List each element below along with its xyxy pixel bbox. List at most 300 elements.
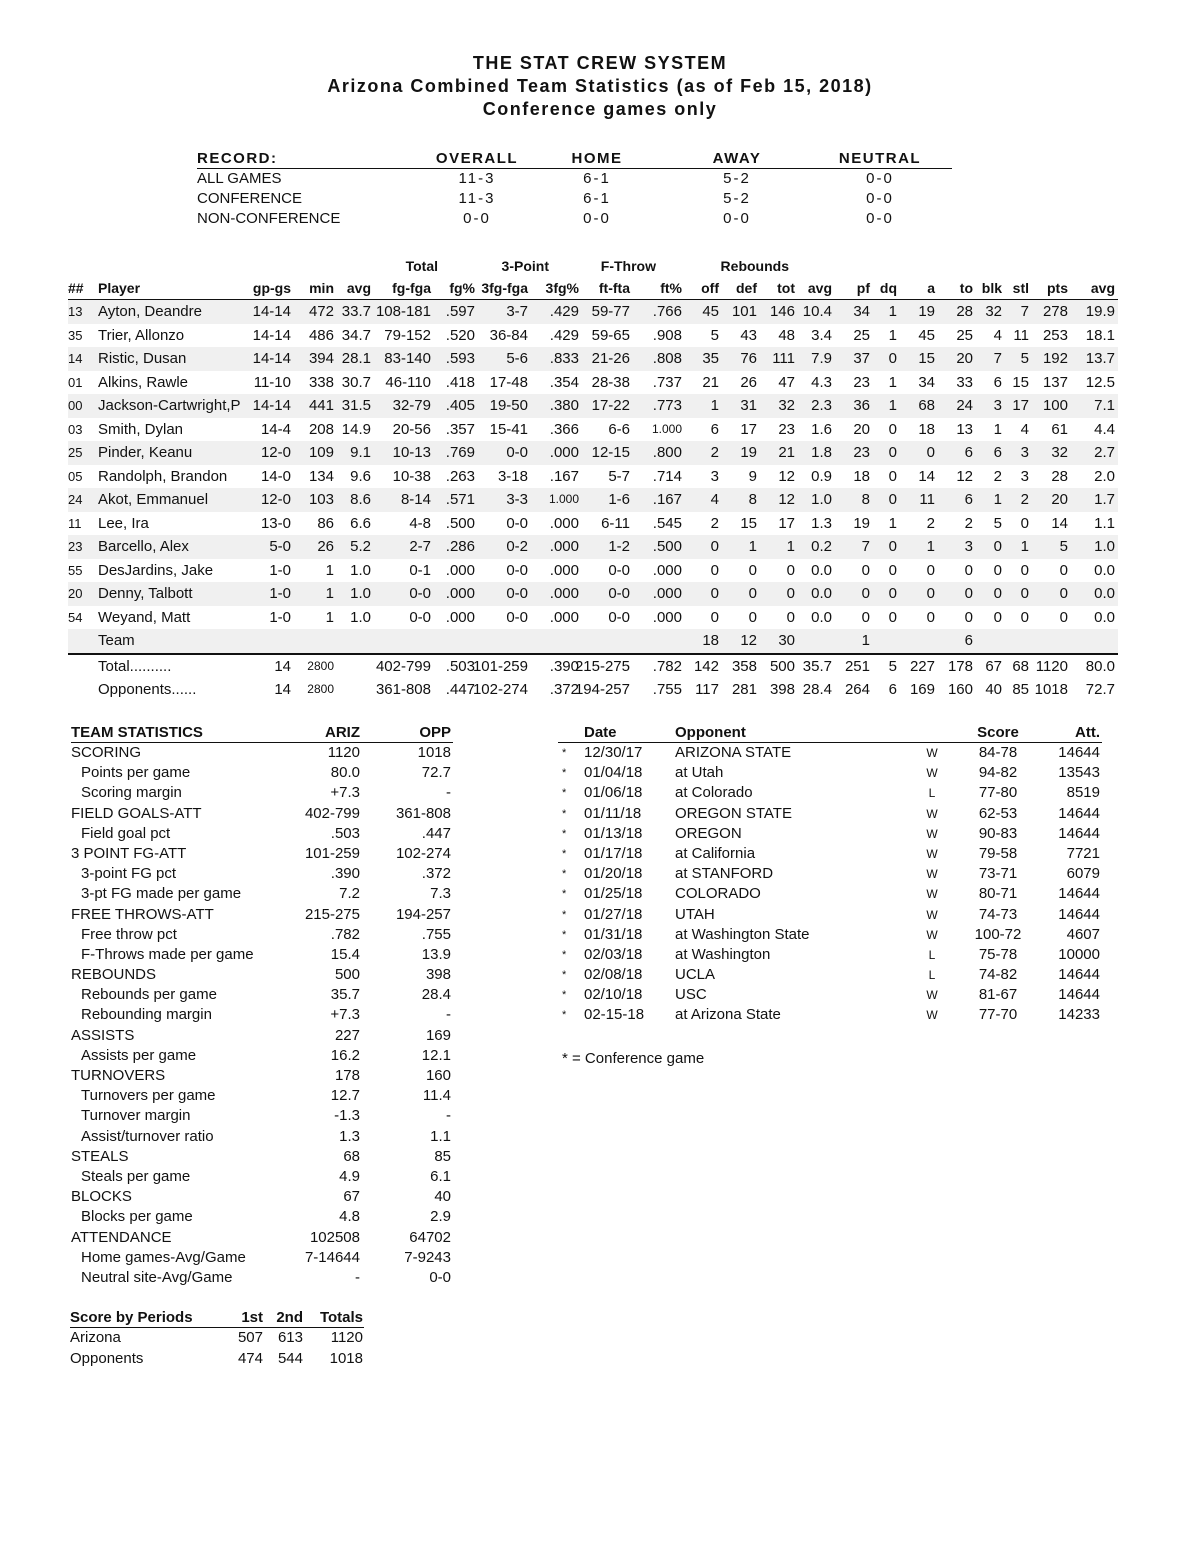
player-stat-cell: 0 (993, 585, 1002, 602)
player-stat-cell: 0 (786, 561, 795, 579)
total-cell: 85 (1012, 681, 1029, 698)
player-stat-cell: 1 (325, 608, 334, 626)
team-stats-header-cell: OPP (419, 724, 451, 741)
player-stat-cell: 3 (710, 467, 719, 485)
game-wl: W (926, 887, 938, 902)
player-stat-cell: 12-0 (260, 444, 291, 461)
game-opp: OREGON STATE (675, 804, 792, 822)
player-stat-cell: 14-0 (260, 467, 291, 485)
player-stat-cell: 1.0 (811, 491, 832, 508)
game-opp: UCLA (675, 966, 716, 984)
player-stat-cell: 0 (888, 491, 897, 508)
player-stat-cell: 24 (68, 492, 83, 507)
player-stat-cell: .714 (652, 467, 682, 485)
player-stat-cell: 14-14 (252, 397, 291, 414)
periods-row (70, 1349, 364, 1370)
game-opp: ARIZONA STATE (675, 744, 792, 761)
player-stat-cell: .500 (445, 514, 475, 532)
player-stat-cell: 0 (1059, 585, 1068, 602)
player-stat-cell: 1 (861, 632, 870, 649)
team-stat-row (71, 945, 453, 965)
game-wl: W (926, 766, 938, 781)
player-stat-cell: 0-0 (409, 585, 431, 602)
team-stat-label: Rebounding margin (81, 1006, 212, 1024)
column-header: a (927, 280, 935, 296)
team-stats-header-cell: TEAM STATISTICS (71, 724, 203, 741)
team-stat-ariz: 4.8 (339, 1208, 360, 1226)
player-stat-cell: 108-181 (375, 303, 431, 320)
player-stat-cell: 5 (1059, 538, 1068, 555)
player-stat-cell: 12 (956, 467, 973, 485)
player-stat-cell: 19 (918, 303, 935, 320)
column-header: avg (807, 280, 832, 296)
record-cell: 0-0 (866, 210, 894, 227)
player-stat-cell: .000 (445, 585, 475, 602)
team-total-row (68, 653, 1118, 679)
periods-cell: 474 (237, 1349, 263, 1367)
player-stat-cell: 0 (1020, 514, 1029, 532)
game-score: 90-83 (978, 824, 1018, 842)
record-header-cell: NEUTRAL (838, 150, 922, 167)
player-stat-cell: 0.0 (811, 585, 832, 602)
team-stat-label: Rebounds per game (81, 986, 217, 1004)
player-stat-cell: 6 (993, 444, 1002, 461)
team-stat-ariz: 16.2 (330, 1046, 360, 1064)
player-stat-cell: 0.0 (811, 561, 832, 579)
column-header: fg-fga (392, 280, 431, 296)
record-row (197, 209, 952, 229)
game-score: 77-80 (978, 784, 1018, 802)
player-stat-cell: 8 (861, 491, 870, 508)
game-date: 01/04/18 (584, 764, 643, 782)
record-cell: NON-CONFERENCE (197, 210, 341, 227)
player-stat-cell: 3-3 (506, 491, 528, 508)
player-stat-cell: 0 (888, 538, 897, 555)
player-stat-cell: 3-18 (497, 467, 528, 485)
team-stat-label: Neutral site-Avg/Game (81, 1268, 233, 1286)
player-stat-cell: 17 (1012, 397, 1029, 414)
player-stat-cell: 0 (888, 608, 897, 626)
record-cell: 0-0 (723, 210, 751, 227)
player-stat-cell: 76 (740, 350, 757, 367)
player-stat-cell: 32 (778, 397, 795, 414)
player-table-header (68, 277, 1118, 300)
report-scope: Conference games only (482, 99, 718, 119)
team-stat-opp: 40 (434, 1188, 451, 1206)
game-star: * (562, 767, 567, 780)
player-name: Lee, Ira (98, 514, 149, 532)
games-header-cell: Opponent (675, 724, 746, 741)
record-table (197, 149, 952, 229)
player-stat-cell: .000 (445, 608, 475, 626)
player-name: Team (98, 632, 135, 649)
player-stat-cell: 11 (68, 515, 82, 531)
player-row (68, 394, 1118, 418)
periods-header (70, 1308, 364, 1328)
player-stat-cell: 20-56 (392, 420, 431, 438)
team-stat-label: Turnovers per game (81, 1087, 216, 1105)
player-row (68, 324, 1118, 348)
team-stat-row (71, 965, 453, 985)
total-cell: 398 (769, 681, 795, 698)
player-stat-cell: 6-6 (608, 420, 630, 438)
player-stat-cell: .418 (445, 373, 475, 391)
player-stat-cell: 4 (1020, 420, 1029, 438)
team-stat-label: REBOUNDS (71, 966, 157, 984)
record-cell: ALL GAMES (197, 170, 282, 187)
total-cell: 35.7 (802, 657, 832, 675)
game-date: 02/10/18 (584, 986, 643, 1004)
player-stat-cell: 0 (748, 561, 757, 579)
column-header: fg% (449, 280, 475, 296)
player-stat-cell: 111 (772, 350, 795, 367)
player-stat-cell: 0 (710, 538, 719, 555)
team-stat-ariz: 102508 (309, 1228, 360, 1246)
game-att: 14644 (1058, 804, 1100, 822)
team-stat-label: Assist/turnover ratio (81, 1127, 214, 1145)
player-stat-cell: .357 (445, 420, 475, 438)
player-stat-cell: 1 (325, 561, 334, 579)
player-stat-cell: 0 (888, 444, 897, 461)
player-stat-cell: 0 (926, 444, 935, 461)
game-opp: USC (675, 986, 707, 1004)
player-stat-cell: 1-2 (608, 538, 630, 555)
player-stat-cell: 61 (1051, 420, 1068, 438)
player-stat-cell: 0-0 (506, 608, 528, 626)
player-stat-cell: .429 (549, 326, 579, 344)
team-stat-row (71, 1248, 453, 1268)
player-stat-cell: 8.6 (350, 491, 371, 508)
player-row (68, 606, 1118, 630)
player-row (68, 629, 1118, 653)
game-att: 14644 (1058, 824, 1100, 842)
total-cell: 2800 (307, 682, 334, 696)
team-stat-ariz: 402-799 (304, 804, 360, 822)
player-stat-cell: 1.1 (1094, 514, 1115, 532)
team-stat-label: F-Throws made per game (81, 945, 254, 963)
periods-cell: 507 (237, 1329, 263, 1346)
team-stat-opp: - (446, 1107, 451, 1125)
team-stat-opp: 85 (434, 1147, 451, 1165)
player-stat-cell: 1 (888, 373, 897, 391)
team-stat-opp: 398 (425, 966, 451, 984)
column-header: ft-fta (598, 280, 630, 296)
total-cell: 1120 (1035, 657, 1068, 675)
record-cell: CONFERENCE (197, 190, 303, 207)
total-cell: Opponents...... (98, 681, 197, 698)
team-stat-row (71, 824, 453, 844)
player-stat-cell: 137 (1042, 373, 1068, 391)
player-stat-cell: 1.0 (350, 561, 371, 579)
game-row (558, 965, 1102, 985)
games-header (558, 723, 1102, 743)
team-stat-label: SCORING (71, 744, 142, 761)
team-stat-label: 3 POINT FG-ATT (71, 844, 187, 862)
game-att: 14644 (1058, 966, 1100, 984)
team-stat-row (71, 864, 453, 884)
player-stat-cell: 18 (918, 420, 935, 438)
player-stat-cell: .000 (549, 514, 579, 532)
player-stats-table (68, 255, 1118, 702)
total-cell: 251 (844, 657, 870, 675)
game-wl: L (928, 947, 936, 962)
team-stat-opp: 102-274 (395, 844, 451, 862)
player-stat-cell: 278 (1042, 303, 1068, 320)
player-stat-cell: 0-1 (409, 561, 431, 579)
player-stat-cell: 18 (853, 467, 870, 485)
game-att: 14644 (1058, 744, 1100, 761)
game-star: * (562, 969, 567, 982)
game-att: 8519 (1066, 784, 1100, 802)
game-row (558, 925, 1102, 945)
total-cell: .447 (445, 681, 475, 698)
player-stat-cell: .429 (549, 303, 579, 320)
total-cell: .782 (652, 657, 682, 675)
total-cell: 117 (695, 681, 719, 698)
team-stat-ariz: 4.9 (339, 1167, 360, 1185)
player-row (68, 559, 1118, 583)
player-name: Trier, Allonzo (98, 326, 185, 344)
player-stat-cell: 1 (888, 326, 897, 344)
game-date: 01/11/18 (584, 804, 642, 822)
game-score: 77-70 (978, 1006, 1018, 1024)
record-cell: 11-3 (458, 190, 496, 207)
team-stat-ariz: -1.3 (334, 1107, 360, 1125)
player-stat-cell: 1-6 (608, 491, 630, 508)
player-stat-cell: 134 (308, 467, 334, 485)
team-stat-label: 3-point FG pct (81, 865, 177, 883)
team-stat-opp: .372 (421, 865, 451, 883)
player-stat-cell: 19 (853, 514, 870, 532)
total-cell: 72.7 (1085, 681, 1115, 698)
game-att: 14644 (1058, 986, 1100, 1004)
team-stat-opp: .755 (421, 925, 451, 943)
player-stat-cell: 8-14 (400, 491, 431, 508)
total-cell: 215-275 (574, 657, 630, 675)
player-stat-cell: .737 (652, 373, 682, 391)
player-stat-cell: 0 (926, 585, 935, 602)
player-stat-cell: 1 (888, 397, 897, 414)
games-header-cell: Score (977, 724, 1019, 741)
column-group-label: F-Throw (600, 258, 656, 274)
player-stat-cell: 1 (748, 538, 757, 555)
player-stat-cell: 12 (778, 491, 795, 508)
team-stat-opp: 160 (425, 1067, 451, 1084)
player-stat-cell: .571 (445, 491, 475, 508)
game-att: 7721 (1066, 844, 1100, 862)
player-stat-cell: 25 (853, 326, 870, 344)
game-opp: OREGON (675, 824, 742, 842)
player-stat-cell: 5-7 (608, 467, 630, 485)
player-stat-cell: 1.7 (1094, 491, 1115, 508)
player-stat-cell: .000 (549, 444, 579, 461)
game-row (558, 743, 1102, 763)
player-stat-cell: 28 (1051, 467, 1068, 485)
game-opp: at Utah (675, 764, 724, 782)
team-stat-opp: .447 (421, 824, 451, 842)
team-stat-row (71, 1005, 453, 1025)
player-stat-cell: 1.000 (651, 421, 682, 436)
player-stat-cell: 0 (786, 585, 795, 602)
game-wl: L (928, 968, 936, 983)
player-stat-cell: 20 (68, 586, 83, 601)
player-row (68, 582, 1118, 606)
team-stat-opp: 6.1 (430, 1167, 451, 1185)
player-stat-cell: 0 (964, 585, 973, 602)
team-stat-row (71, 1228, 453, 1248)
player-stat-cell: 0 (861, 561, 870, 579)
player-stat-cell: 1.000 (548, 492, 579, 506)
player-stat-cell: 11 (1013, 326, 1029, 344)
player-stat-cell: 7 (861, 538, 870, 555)
column-header: Player (98, 280, 141, 296)
total-cell: 102-274 (472, 681, 528, 698)
player-stat-cell: 3 (964, 538, 973, 555)
player-stat-cell: 0 (888, 420, 897, 438)
player-stat-cell: 0-0 (506, 444, 528, 461)
game-row (558, 783, 1102, 803)
player-stat-cell: 0 (861, 608, 870, 626)
player-stat-cell: 12 (778, 467, 795, 485)
periods-header-cell: 2nd (276, 1309, 303, 1326)
player-stat-cell: .545 (652, 514, 682, 532)
team-stat-ariz: +7.3 (330, 784, 360, 802)
game-star: * (562, 989, 567, 1002)
total-cell: Total.......... (98, 657, 172, 675)
player-stat-cell: .380 (549, 397, 579, 414)
periods-row (70, 1328, 364, 1349)
player-stat-cell: 0 (888, 467, 897, 485)
team-stat-opp: 2.9 (430, 1208, 451, 1226)
player-stat-cell: 0 (748, 585, 757, 602)
total-cell: 281 (731, 681, 757, 698)
player-row (68, 441, 1118, 465)
periods-cell: Arizona (70, 1329, 121, 1346)
player-stat-cell: 30 (778, 632, 795, 649)
game-row (558, 884, 1102, 904)
game-opp: at Arizona State (675, 1006, 781, 1024)
team-stat-row (71, 905, 453, 925)
player-stat-cell: 11-10 (253, 373, 291, 391)
player-stat-cell: .000 (445, 561, 475, 579)
player-stat-cell: 10-13 (392, 444, 431, 461)
player-stat-cell: 0-0 (608, 608, 630, 626)
total-cell: .390 (549, 657, 579, 675)
team-stat-row (71, 1086, 453, 1106)
player-stat-cell: 14 (1051, 514, 1068, 532)
game-opp: at Colorado (675, 784, 753, 802)
total-cell: 14 (274, 681, 291, 698)
player-stat-cell: 17-22 (591, 397, 630, 414)
player-stat-cell: 12-0 (260, 491, 291, 508)
player-stat-cell: 13.7 (1085, 350, 1115, 367)
player-stat-cell: 2-7 (409, 538, 431, 555)
game-score: 74-82 (978, 966, 1018, 984)
team-stats-header (71, 723, 453, 743)
player-stat-cell: 0.0 (1094, 585, 1115, 602)
player-stat-cell: 0 (861, 585, 870, 602)
record-header-cell: OVERALL (435, 150, 519, 167)
column-header: avg (1090, 280, 1115, 296)
player-stat-cell: 79-152 (384, 326, 431, 344)
player-stat-cell: 1.0 (350, 585, 371, 602)
team-stat-opp: 7.3 (430, 885, 451, 903)
player-stat-cell: 34.7 (341, 326, 371, 344)
record-cell: 11-3 (458, 170, 496, 187)
game-score: 80-71 (978, 885, 1018, 903)
game-row (558, 763, 1102, 783)
team-stat-label: Assists per game (81, 1046, 197, 1064)
player-stat-cell: 5-6 (506, 350, 528, 367)
team-stat-row (71, 1066, 453, 1086)
player-stat-cell: .908 (652, 326, 682, 344)
player-stat-cell: .167 (652, 491, 682, 508)
game-score: 81-67 (978, 986, 1018, 1004)
report-subtitle: Arizona Combined Team Statistics (as of Feb 15, 2018) (327, 76, 873, 96)
team-stat-label: STEALS (71, 1147, 129, 1165)
player-stat-cell: 0.0 (811, 608, 832, 626)
player-stat-cell: 1 (926, 538, 935, 555)
game-wl: W (926, 746, 938, 760)
game-row (558, 844, 1102, 864)
player-stat-cell: 9.6 (350, 467, 371, 485)
player-stat-cell: 45 (702, 303, 719, 320)
game-star: * (562, 948, 567, 961)
player-stat-cell: 486 (308, 326, 334, 344)
player-stat-cell: .000 (549, 585, 579, 602)
game-wl: W (926, 867, 938, 882)
team-stat-ariz: 80.0 (330, 764, 360, 782)
game-date: 01/25/18 (584, 885, 643, 903)
player-stat-cell: 00 (68, 398, 83, 413)
team-stat-label: ASSISTS (71, 1026, 135, 1044)
game-opp: UTAH (675, 905, 715, 923)
player-stat-cell: 338 (308, 373, 334, 391)
player-stat-cell: 28-38 (591, 373, 630, 391)
player-stat-cell: .773 (652, 397, 682, 414)
game-opp: COLORADO (675, 885, 761, 903)
total-cell: 101-259 (472, 657, 528, 675)
player-stat-cell: 8 (748, 491, 757, 508)
player-stat-cell: 1 (888, 514, 897, 532)
team-stat-row (71, 804, 453, 824)
player-stat-cell: 1-0 (269, 585, 291, 602)
team-stat-label: TURNOVERS (71, 1067, 166, 1084)
game-row (558, 824, 1102, 844)
player-stat-cell: 3 (993, 397, 1002, 414)
team-stat-row (71, 1147, 453, 1167)
player-stat-cell: 45 (918, 326, 935, 344)
team-stat-opp: 64702 (409, 1228, 451, 1246)
game-att: 6079 (1066, 865, 1100, 883)
player-stat-cell: 23 (68, 539, 83, 554)
player-stat-cell: 4.4 (1094, 420, 1115, 438)
player-stat-cell: 25 (68, 445, 83, 460)
player-stat-cell: 47 (778, 373, 795, 391)
column-group-label: Total (405, 258, 438, 274)
game-wl: W (926, 907, 938, 922)
player-stat-cell: 23 (853, 373, 870, 391)
game-score: 79-58 (978, 844, 1018, 862)
player-stat-cell: 0 (710, 608, 719, 626)
total-cell: 142 (693, 657, 719, 675)
team-stat-ariz: +7.3 (330, 1006, 360, 1024)
game-score: 62-53 (978, 804, 1018, 822)
player-stat-cell: 26 (317, 538, 334, 555)
game-score: 100-72 (974, 925, 1022, 943)
team-stat-row (71, 1167, 453, 1187)
record-cell: 5-2 (723, 170, 751, 187)
